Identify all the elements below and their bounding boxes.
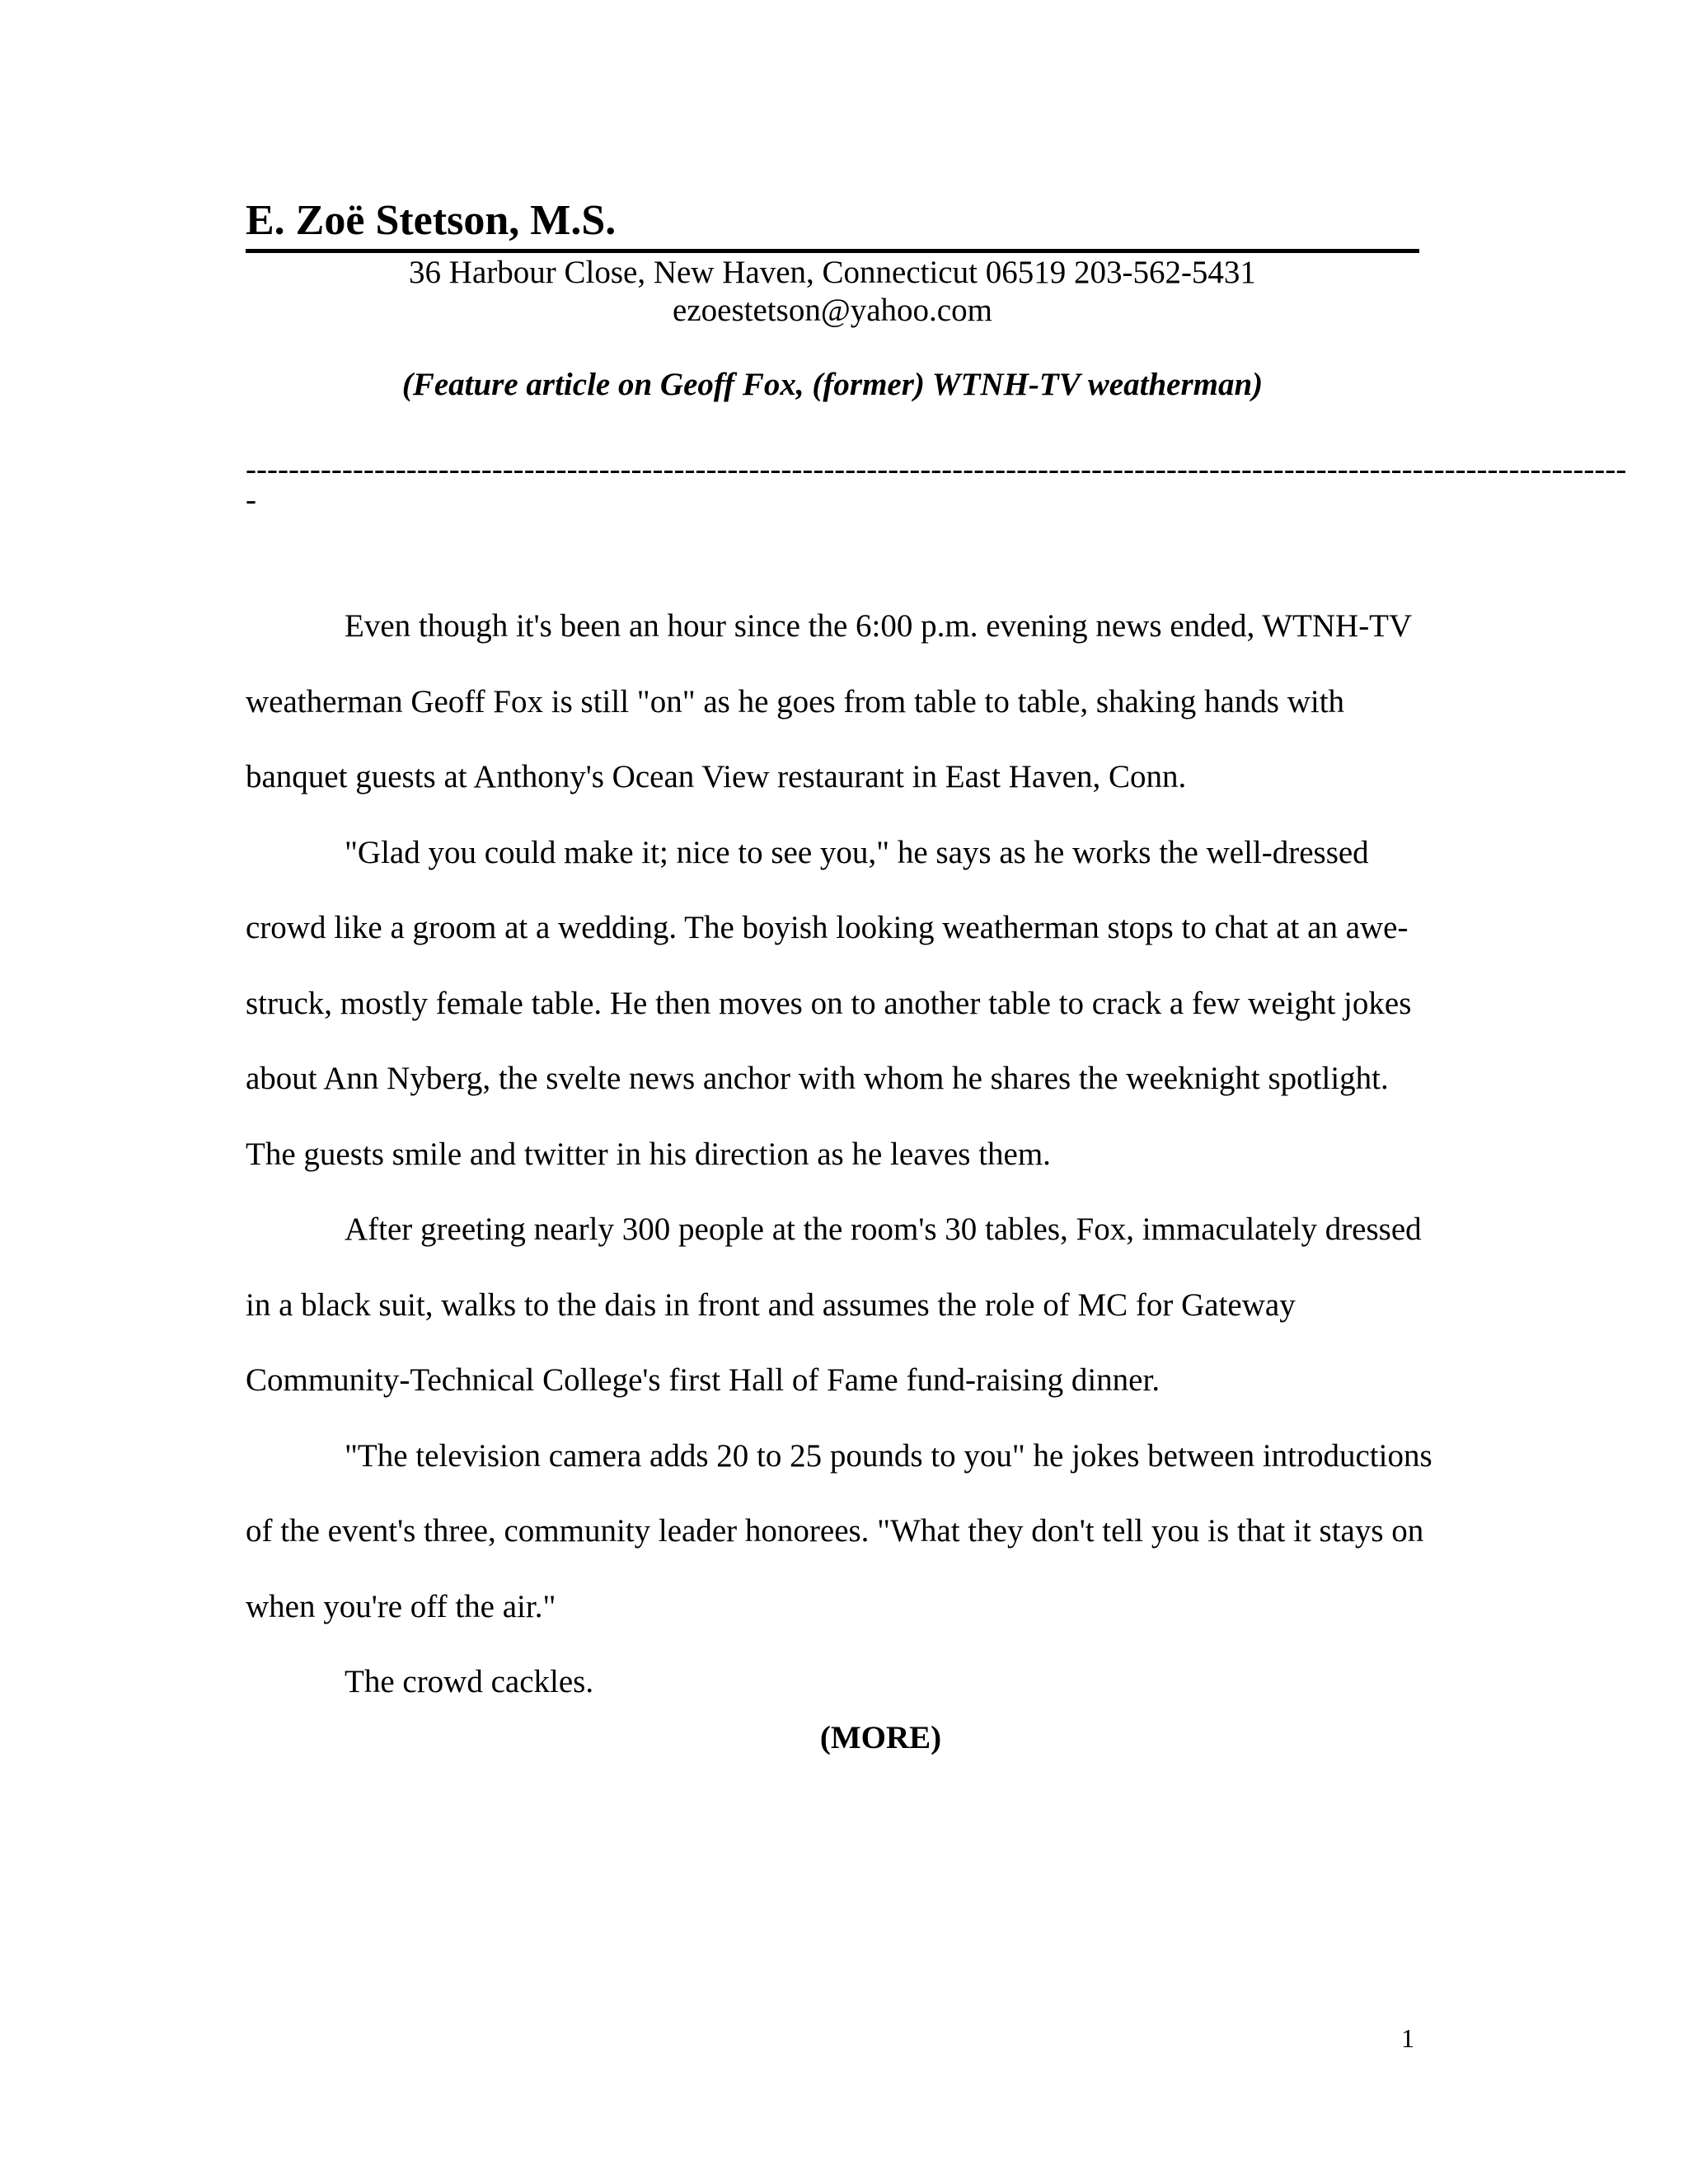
dashed-separator: --------------------------------------------------------------------------------------------------------------------------------- bbox=[246, 452, 1627, 487]
author-email: ezoestetson@yahoo.com bbox=[673, 293, 992, 328]
more-marker: (MORE) bbox=[819, 1720, 942, 1755]
article-body bbox=[246, 588, 1432, 1720]
page-number: 1 bbox=[1401, 2023, 1414, 2053]
paragraph: "Glad you could make it; nice to see you," he says as he works the well-dressed crowd like a groom at a wedding. The boyish looking weatherman stops to chat at an awe-struck, mostly female table. He then moves on to another table to crack a few weight jokes about Ann Nyberg, the svelte news anchor with whom he shares the weeknight spotlight. The guests smile and twitter in his direction as he leaves them. bbox=[246, 834, 1412, 1172]
feature-subtitle: (Feature article on Geoff Fox, (former) WTNH-TV weatherman) bbox=[401, 367, 1264, 402]
paragraph: The crowd cackles. bbox=[345, 1664, 594, 1699]
header-rule bbox=[246, 249, 1419, 253]
paragraph: After greeting nearly 300 people at the room's 30 tables, Fox, immaculately dressed in a black suit, walks to the dais in front and assumes the role of MC for Gateway Community-Technical College's first Hall of Fame fund-raising dinner. bbox=[246, 1212, 1422, 1398]
paragraph: "The television camera adds 20 to 25 pounds to you" he jokes between introductions of the event's three, community leader honorees. "What they don't tell you is that it stays on when you're off the air." bbox=[246, 1437, 1432, 1624]
paragraph: Even though it's been an hour since the 6:00 p.m. evening news ended, WTNH-TV weatherman Geoff Fox is still "on" as he goes from table to table, shaking hands with banquet guests at Anthony's Ocean View restaurant in East Haven, Conn. bbox=[246, 608, 1412, 794]
dashed-separator-end: - bbox=[246, 482, 256, 518]
author-address: 36 Harbour Close, New Haven, Connecticut 06519 203-562-5431 bbox=[409, 255, 1256, 290]
author-name: E. Zoë Stetson, M.S. bbox=[246, 197, 617, 244]
